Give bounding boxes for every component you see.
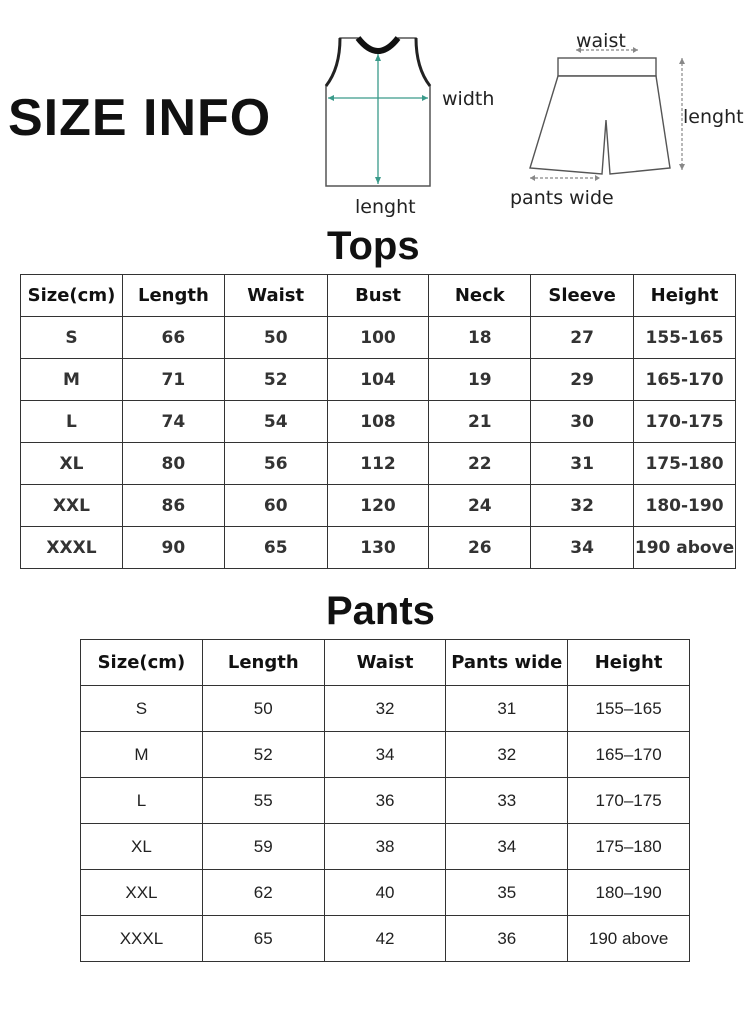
tops-cell: 165-170 (634, 359, 736, 401)
pants-size-table (80, 639, 690, 962)
pants-cell: 38 (324, 824, 446, 870)
tops-cell: 120 (327, 485, 429, 527)
waist-label: waist (576, 30, 626, 52)
pants-column-header: Size(cm) (81, 640, 203, 686)
pants-cell: 55 (202, 778, 324, 824)
pants-cell: 65 (202, 916, 324, 962)
pants-cell: 42 (324, 916, 446, 962)
tops-cell: 130 (327, 527, 429, 569)
width-label: width (442, 88, 495, 110)
table-row (21, 443, 736, 485)
pants-cell: 59 (202, 824, 324, 870)
pants-length-label: lenght (683, 106, 744, 128)
tops-cell: 60 (224, 485, 327, 527)
tops-cell: 90 (122, 527, 224, 569)
table-row (81, 732, 690, 778)
table-row (81, 824, 690, 870)
tops-cell: 74 (122, 401, 224, 443)
tops-title: Tops (327, 224, 420, 268)
tops-cell: 54 (224, 401, 327, 443)
tops-cell: 66 (122, 317, 224, 359)
tops-cell: 18 (429, 317, 531, 359)
tops-cell: 34 (531, 527, 634, 569)
pants-cell: 32 (324, 686, 446, 732)
pants-cell: 155–165 (568, 686, 690, 732)
table-row (21, 527, 736, 569)
table-row (81, 778, 690, 824)
tops-cell: 52 (224, 359, 327, 401)
tops-column-header: Neck (429, 275, 531, 317)
table-row (21, 317, 736, 359)
pants-cell: 31 (446, 686, 568, 732)
page-title: SIZE INFO (8, 89, 272, 147)
pants-cell: 175–180 (568, 824, 690, 870)
tops-cell: XL (21, 443, 123, 485)
tops-cell: 19 (429, 359, 531, 401)
pants-cell: 170–175 (568, 778, 690, 824)
tops-cell: 112 (327, 443, 429, 485)
tops-cell: 108 (327, 401, 429, 443)
tops-cell: 31 (531, 443, 634, 485)
pants-cell: L (81, 778, 203, 824)
tops-header-row (21, 275, 736, 317)
tops-cell: L (21, 401, 123, 443)
tops-cell: XXXL (21, 527, 123, 569)
tops-cell: M (21, 359, 123, 401)
tank-top-icon (318, 34, 438, 194)
tops-column-header: Height (634, 275, 736, 317)
table-row (21, 485, 736, 527)
tops-cell: 29 (531, 359, 634, 401)
tops-cell: 32 (531, 485, 634, 527)
tops-cell: 22 (429, 443, 531, 485)
tops-column-header: Sleeve (531, 275, 634, 317)
tops-column-header: Length (122, 275, 224, 317)
tops-cell: 21 (429, 401, 531, 443)
pants-cell: XXL (81, 870, 203, 916)
tops-cell: 71 (122, 359, 224, 401)
tops-size-table (20, 274, 736, 569)
pants-cell: 34 (446, 824, 568, 870)
tops-cell: 26 (429, 527, 531, 569)
tops-column-header: Bust (327, 275, 429, 317)
tops-table-body (21, 275, 736, 569)
tops-cell: 56 (224, 443, 327, 485)
pants-cell: 32 (446, 732, 568, 778)
pants-cell: 33 (446, 778, 568, 824)
pants-cell: 34 (324, 732, 446, 778)
tops-cell: 65 (224, 527, 327, 569)
table-row (21, 359, 736, 401)
pants-cell: 36 (446, 916, 568, 962)
tops-cell: 104 (327, 359, 429, 401)
pants-cell: 165–170 (568, 732, 690, 778)
tops-cell: 27 (531, 317, 634, 359)
tops-cell: 190 above (634, 527, 736, 569)
tops-cell: 180-190 (634, 485, 736, 527)
tops-cell: 100 (327, 317, 429, 359)
pants-column-header: Length (202, 640, 324, 686)
pants-cell: 62 (202, 870, 324, 916)
tops-cell: 86 (122, 485, 224, 527)
tops-cell: 30 (531, 401, 634, 443)
tops-cell: XXL (21, 485, 123, 527)
pants-cell: 180–190 (568, 870, 690, 916)
tops-cell: 80 (122, 443, 224, 485)
pants-column-header: Height (568, 640, 690, 686)
table-row (81, 686, 690, 732)
pants-title: Pants (326, 589, 435, 633)
pants-cell: 40 (324, 870, 446, 916)
pants-cell: 190 above (568, 916, 690, 962)
pants-cell: XXXL (81, 916, 203, 962)
tops-cell: 24 (429, 485, 531, 527)
tops-cell: S (21, 317, 123, 359)
pants-cell: S (81, 686, 203, 732)
pants-cell: 35 (446, 870, 568, 916)
pants-wide-label: pants wide (510, 187, 614, 209)
tops-column-header: Size(cm) (21, 275, 123, 317)
table-row (21, 401, 736, 443)
pants-cell: M (81, 732, 203, 778)
tops-cell: 175-180 (634, 443, 736, 485)
table-row (81, 916, 690, 962)
pants-cell: 52 (202, 732, 324, 778)
top-length-label: lenght (355, 196, 416, 218)
pants-cell: 50 (202, 686, 324, 732)
pants-column-header: Waist (324, 640, 446, 686)
tops-cell: 170-175 (634, 401, 736, 443)
tops-cell: 50 (224, 317, 327, 359)
pants-table-body (81, 640, 690, 962)
table-row (81, 870, 690, 916)
pants-cell: 36 (324, 778, 446, 824)
tops-cell: 155-165 (634, 317, 736, 359)
pants-header-row (81, 640, 690, 686)
pants-column-header: Pants wide (446, 640, 568, 686)
pants-cell: XL (81, 824, 203, 870)
tops-column-header: Waist (224, 275, 327, 317)
shorts-icon (520, 40, 700, 190)
